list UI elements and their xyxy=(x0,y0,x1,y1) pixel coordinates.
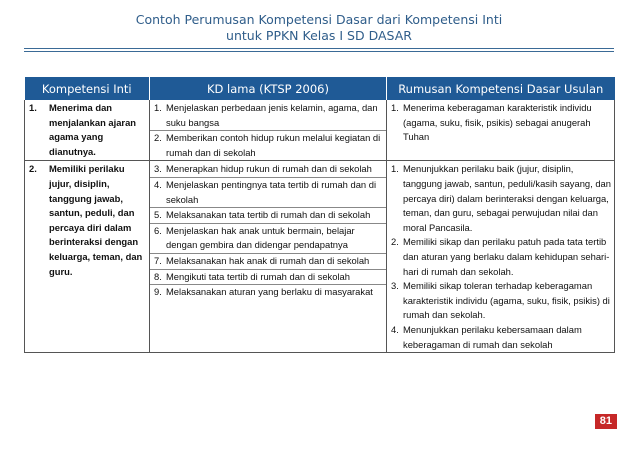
cell-kd-lama xyxy=(150,161,387,353)
item-text: Melaksanakan tata tertib di rumah dan di sekolah xyxy=(166,209,371,221)
header-kd-lama: KD lama (KTSP 2006) xyxy=(150,77,387,100)
list-item xyxy=(150,207,386,223)
list-item xyxy=(391,235,611,279)
item-number: 5. xyxy=(154,209,162,221)
item-number: 4. xyxy=(391,323,399,335)
title-divider xyxy=(24,48,614,52)
item-text: Memiliki sikap dan perilaku patuh pada tata tertib dan aturan yang berlaku dalam kehidupan sehari-hari di rumah dan sekolah. xyxy=(403,236,610,277)
title-line-2: untuk PPKN Kelas I SD DASAR xyxy=(226,28,412,43)
item-number: 1. xyxy=(391,163,399,175)
list-item xyxy=(150,284,386,300)
header-kompetensi-inti: Kompetensi Inti xyxy=(25,77,150,100)
cell-kompetensi-inti xyxy=(25,161,150,353)
item-text: Melaksanakan aturan yang berlaku di masyarakat xyxy=(166,286,373,298)
ki-number: 2. xyxy=(29,163,37,175)
item-number: 3. xyxy=(154,163,162,175)
header-kd-usulan: Rumusan Kompetensi Dasar Usulan xyxy=(387,77,615,100)
item-text: Menunjukkan perilaku baik (jujur, disiplin, tanggung jawab, santun, peduli/kasih sayang, dan percaya diri) dalam berinteraksi dengan keluarga, teman, dan guru, sebagai perwujudan nilai dan moral Pancasila. xyxy=(403,163,611,233)
table-header-row xyxy=(25,77,615,100)
list-item xyxy=(150,253,386,269)
item-number: 2. xyxy=(154,132,162,144)
title-line-1: Contoh Perumusan Kompetensi Dasar dari Kompetensi Inti xyxy=(135,12,503,27)
item-text: Memiliki sikap toleran terhadap keberagaman karakteristik individu (agama, suku, fisik, psikis) di rumah dan sekolah. xyxy=(403,280,610,321)
item-number: 2. xyxy=(391,236,399,248)
list-item xyxy=(150,269,386,285)
list-item xyxy=(150,223,386,253)
item-number: 9. xyxy=(154,286,162,298)
cell-kd-usulan xyxy=(387,100,615,161)
item-text: Menjelaskan pentingnya tata tertib di rumah dan di sekolah xyxy=(166,178,377,205)
item-text: Menerima keberagaman karakteristik individu (agama, suku, fisik, psikis) sebagai anugerah Tuhan xyxy=(403,102,592,143)
kompetensi-table xyxy=(24,77,615,353)
cell-kd-usulan xyxy=(387,161,615,353)
cell-kd-lama xyxy=(150,100,387,161)
item-number: 1. xyxy=(391,102,399,113)
table-row xyxy=(25,161,615,353)
ki-text: Memiliki perilaku jujur, disiplin, tanggung jawab, santun, peduli, dan percaya diri dalam berinteraksi dengan keluarga, teman, dan guru. xyxy=(49,163,143,277)
page-title xyxy=(0,12,638,44)
cell-kompetensi-inti xyxy=(25,100,150,161)
item-text: Melaksanakan hak anak di rumah dan di sekolah xyxy=(166,254,370,266)
item-number: 6. xyxy=(154,224,162,236)
item-text: Menerapkan hidup rukun di rumah dan di sekolah xyxy=(166,163,372,175)
item-number: 1. xyxy=(154,102,162,113)
item-text: Menjelaskan perbedaan jenis kelamin, agama, dan suku bangsa xyxy=(166,102,378,128)
item-text: Mengikuti tata tertib di rumah dan di sekolah xyxy=(166,270,350,282)
item-number: 4. xyxy=(154,178,162,190)
item-text: Menjelaskan hak anak untuk bermain, belajar dengan gembira dan didengar pendapatnya xyxy=(166,224,355,251)
item-text: Menunjukkan perilaku kebersamaan dalam keberagaman di rumah dan sekolah xyxy=(403,323,582,350)
list-item xyxy=(154,101,383,130)
item-text: Memberikan contoh hidup rukun melalui kegiatan di rumah dan di sekolah xyxy=(166,132,381,158)
item-number: 8. xyxy=(154,270,162,282)
list-item xyxy=(391,101,611,145)
list-item xyxy=(391,323,611,352)
list-item xyxy=(150,130,386,160)
list-item xyxy=(391,279,611,323)
item-number: 3. xyxy=(391,280,399,292)
table-row xyxy=(25,100,615,161)
list-item xyxy=(391,162,611,235)
ki-number: 1. xyxy=(29,102,37,113)
page-number-badge: 81 xyxy=(595,414,617,429)
list-item xyxy=(150,177,386,207)
list-item xyxy=(154,162,383,177)
ki-text: Menerima dan menjalankan ajaran agama yang dianutnya. xyxy=(49,102,137,157)
item-number: 7. xyxy=(154,254,162,266)
